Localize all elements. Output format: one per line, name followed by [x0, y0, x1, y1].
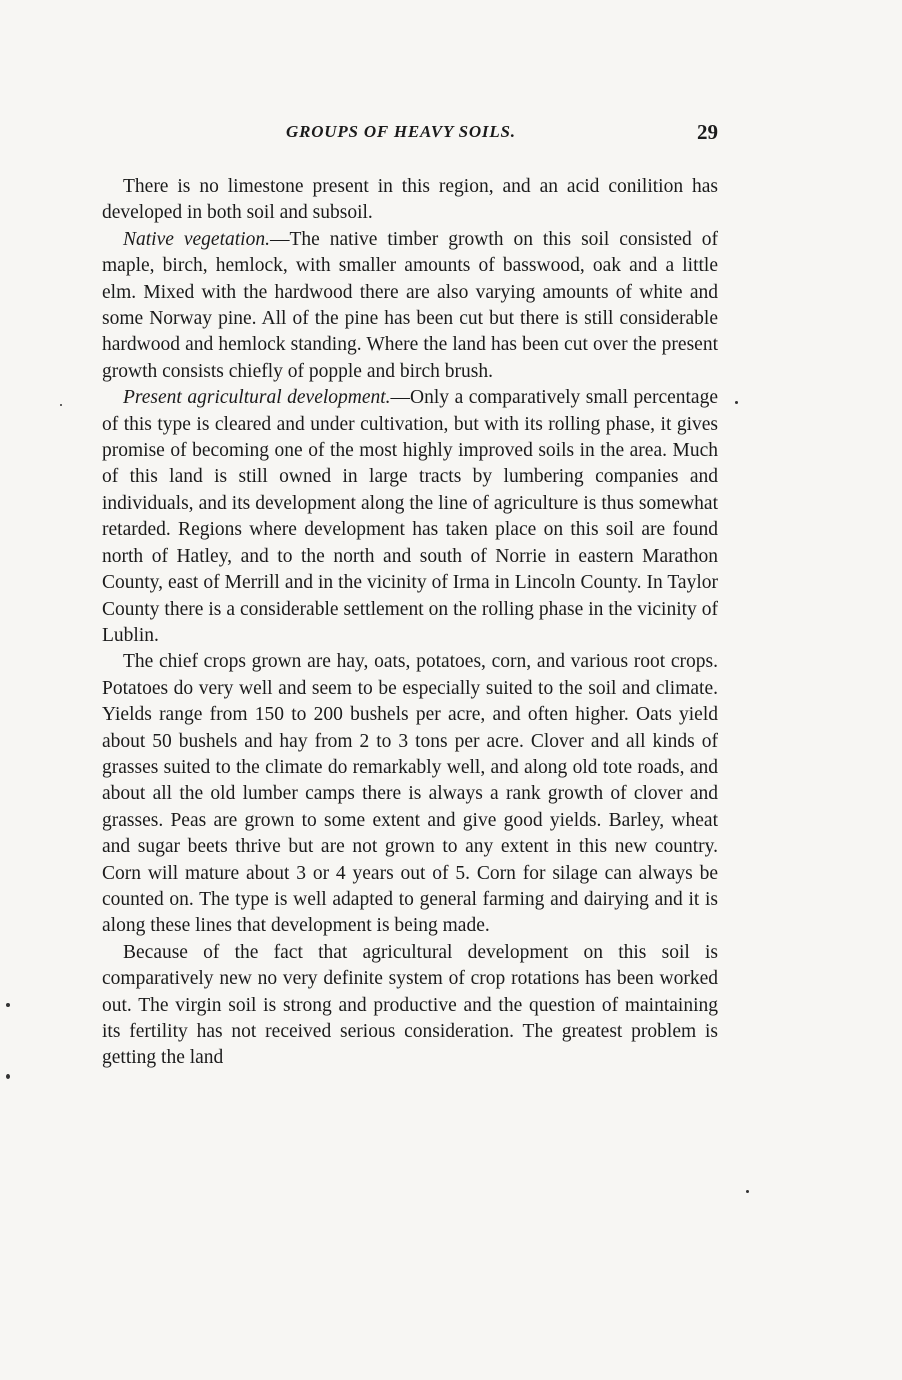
body-text: [102, 174, 718, 1072]
paragraph-text: —The native timber growth on this soil consisted of maple, birch, hemlock, with smaller amounts of basswood, oak and a little elm. Mixed with the hardwood there are also varying amounts of white and some Norway pine. All of the pine has been cut but there is still considerable hardwood and hemlock standing. Where the land has been cut over the present growth consists chiefly of popple and birch brush.: [102, 228, 718, 382]
scan-speck: [60, 404, 62, 406]
paragraph: [102, 385, 718, 649]
paragraph: [102, 227, 718, 385]
paragraph: [102, 940, 718, 1072]
paragraph-text: The chief crops grown are hay, oats, potatoes, corn, and various root crops. Potatoes do very well and seem to be especially suited to the soil and climate. Yields range from 150 to 200 bushels per acre, and often higher. Oats yield about 50 bushels and hay from 2 to 3 tons per acre. Clover and all kinds of grasses suited to the climate do remarkably well, and along old tote roads, and about all the old lumber camps there is always a rank growth of clover and grasses. Peas are grown to some extent and give good yields. Barley, wheat and sugar beets thrive but are not grown to any extent in this new country. Corn will mature about 3 or 4 years out of 5. Corn for silage can always be counted on. The type is well adapted to general farming and dairying and it is along these lines that development is being made.: [102, 651, 718, 937]
paragraph-text: Because of the fact that agricultural development on this soil is comparatively new no very definite system of crop rotations has been worked out. The virgin soil is strong and productive and the question of maintaining its fertility has not received serious consideration. The greatest problem is getting the land: [102, 941, 718, 1069]
chapter-title: GROUPS OF HEAVY SOILS.: [286, 122, 516, 141]
scan-speck: [735, 401, 738, 404]
scan-speck: [6, 1003, 10, 1007]
scan-speck: [746, 1190, 749, 1193]
page-number: 29: [697, 120, 718, 144]
paragraph-text: —Only a comparatively small percentage of this type is cleared and under cultivation, but with its rolling phase, it gives promise of becoming one of the most highly improved soils in the area. Much of this land is still owned in large tracts by lumbering companies and individuals, and its development along the line of agriculture is thus somewhat retarded. Regions where development has taken place on this soil are found north of Hatley, and to the north and south of Norrie in eastern Marathon County, east of Merrill and in the vicinity of Irma in Lincoln County. In Taylor County there is a considerable settlement on the rolling phase in the vicinity of Lublin.: [102, 387, 718, 646]
paragraph-lead: Present agricultural development.: [123, 387, 391, 409]
paragraph-text: There is no limestone present in this region, and an acid conilition has developed in both soil and subsoil.: [102, 176, 718, 224]
scan-speck: [6, 1074, 10, 1079]
paragraph: [102, 174, 718, 227]
paragraph: [102, 649, 718, 939]
running-head: [100, 120, 720, 148]
paragraph-lead: Native vegetation.: [123, 228, 270, 250]
